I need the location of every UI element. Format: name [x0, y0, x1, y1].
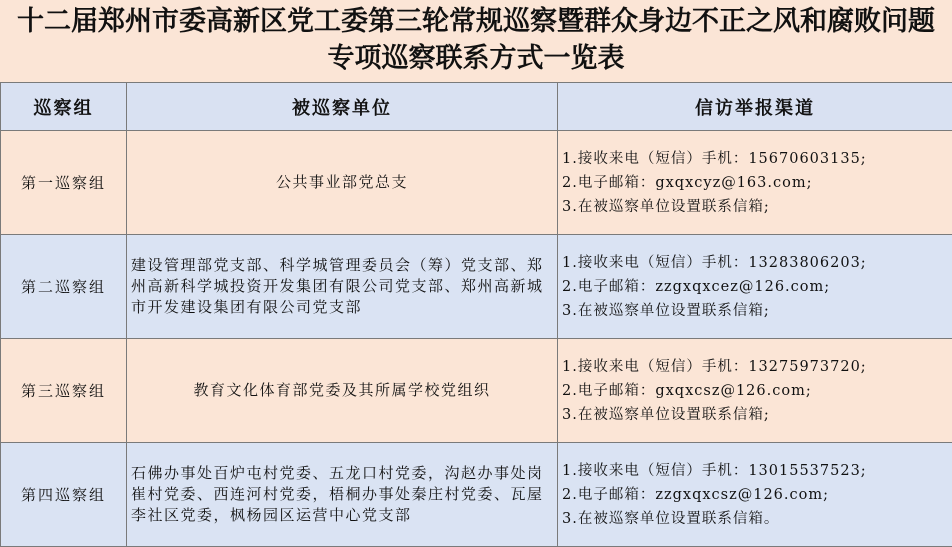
- table-row: [1, 443, 952, 547]
- group-cell: 第一巡察组: [1, 131, 127, 235]
- contact-phone: 1.接收来电（短信）手机：13283806203;: [562, 251, 948, 275]
- table-row: [1, 339, 952, 443]
- contact-mailbox: 3.在被巡察单位设置联系信箱。: [562, 507, 948, 531]
- contact-cell: [558, 339, 952, 443]
- group-cell: 第三巡察组: [1, 339, 127, 443]
- contact-email: 2.电子邮箱：zzgxqxcsz@126.com;: [562, 483, 948, 507]
- contact-email: 2.电子邮箱：zzgxqxcez@126.com;: [562, 275, 948, 299]
- contact-phone: 1.接收来电（短信）手机：15670603135;: [562, 147, 948, 171]
- contact-email: 2.电子邮箱：gxqxcsz@126.com;: [562, 379, 948, 403]
- contact-phone: 1.接收来电（短信）手机：13015537523;: [562, 459, 948, 483]
- table-header-row: [1, 83, 952, 131]
- unit-cell: 石佛办事处百炉屯村党委、五龙口村党委，沟赵办事处岗崔村党委、西连河村党委，梧桐办事处秦庄村党委、瓦屋李社区党委，枫杨园区运营中心党支部: [127, 443, 558, 547]
- table-row: [1, 235, 952, 339]
- contact-table: [0, 82, 952, 547]
- contact-cell: [558, 131, 952, 235]
- group-cell: 第二巡察组: [1, 235, 127, 339]
- contact-mailbox: 3.在被巡察单位设置联系信箱;: [562, 403, 948, 427]
- header-contact: 信访举报渠道: [558, 83, 952, 131]
- title-line-2: 专项巡察联系方式一览表: [0, 41, 952, 77]
- header-group: 巡察组: [1, 83, 127, 131]
- unit-cell: 教育文化体育部党委及其所属学校党组织: [127, 339, 558, 443]
- contact-cell: [558, 235, 952, 339]
- unit-cell: 公共事业部党总支: [127, 131, 558, 235]
- group-cell: 第四巡察组: [1, 443, 127, 547]
- unit-cell: 建设管理部党支部、科学城管理委员会（筹）党支部、郑州高新科学城投资开发集团有限公司党支部、郑州高新城市开发建设集团有限公司党支部: [127, 235, 558, 339]
- table-row: [1, 131, 952, 235]
- header-unit: 被巡察单位: [127, 83, 558, 131]
- contact-email: 2.电子邮箱：gxqxcyz@163.com;: [562, 171, 948, 195]
- document-title: [0, 0, 952, 82]
- contact-mailbox: 3.在被巡察单位设置联系信箱;: [562, 195, 948, 219]
- contact-cell: [558, 443, 952, 547]
- contact-mailbox: 3.在被巡察单位设置联系信箱;: [562, 299, 948, 323]
- contact-phone: 1.接收来电（短信）手机：13275973720;: [562, 355, 948, 379]
- title-line-1: 十二届郑州市委高新区党工委第三轮常规巡察暨群众身边不正之风和腐败问题: [0, 4, 952, 40]
